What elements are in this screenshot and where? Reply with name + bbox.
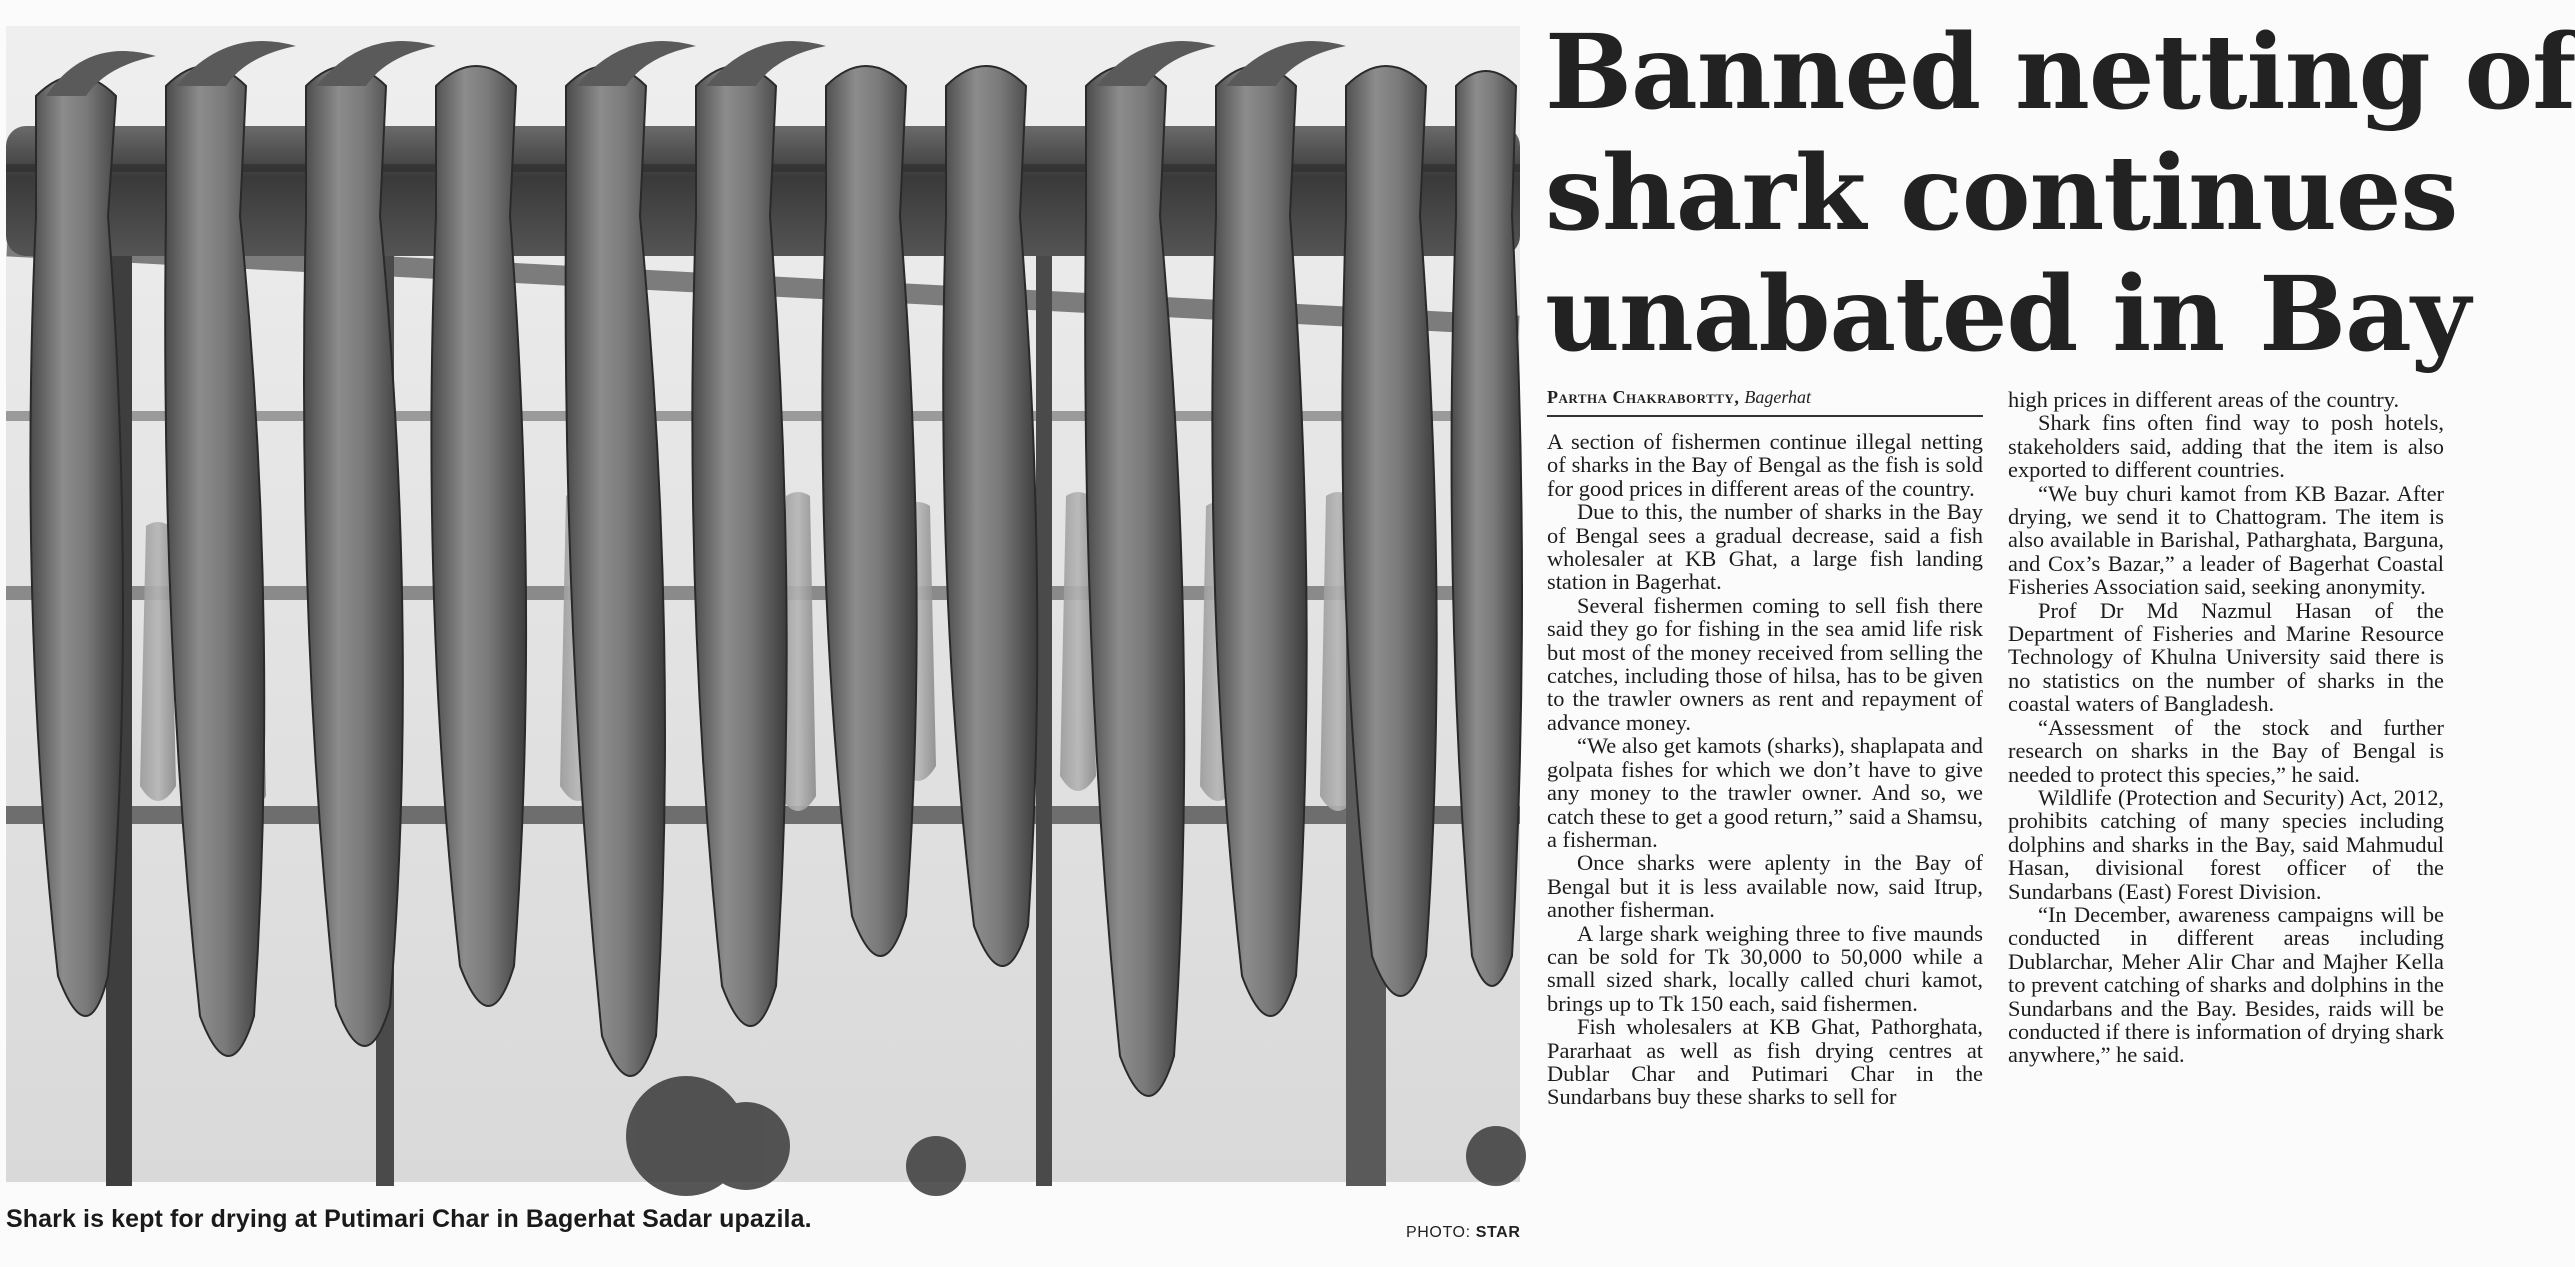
paragraph: high prices in different areas of the country. [2008,387,2400,412]
article-column-2 [2008,388,2444,1067]
photo-credit [1406,1224,1520,1242]
headline [1545,12,2575,375]
photo-caption: Shark is kept for drying at Putimari Char in Bagerhat Sadar upazila. [6,1205,812,1233]
paragraph: Once sharks were aplenty in the Bay of Bengal but it is less available now, said Itrup, another fisherman. [1547,850,1983,923]
photo-credit-source: STAR [1475,1224,1521,1241]
headline-line: Banned netting of [1545,12,2575,133]
photo-illustration [6,26,1520,1182]
paragraph: Several fishermen coming to sell fish there said they go for fishing in the sea amid life risk but most of the money received from selling the catches, including those of hilsa, has to be given to the trawler owners as rent and repayment of advance money. [1547,592,1983,735]
paragraph: “Assessment of the stock and further research on sharks in the Bay of Bengal is needed to protect this species,” he said. [2008,714,2444,787]
article-column-1 [1547,430,1983,1109]
paragraph: Prof Dr Md Nazmul Hasan of the Department of Fisheries and Marine Resource Technology of Khulna University said there is no statistics on the number of sharks in the coastal waters of Bangladesh. [2008,597,2444,717]
paragraph: A section of fishermen continue illegal netting of sharks in the Bay of Bengal as the fish is sold for good prices in different areas of the country. [1547,429,1983,501]
paragraph: “In December, awareness campaigns will be conducted in different areas including Dublarchar, Meher Alir Char and Majher Kella to prevent catching of sharks and dolphins in the Sundarbans and the Bay. Besides, raids will be conducted if there is information of drying shark anywhere,” he said. [2008,901,2444,1068]
byline [1547,387,1983,417]
paragraph: Due to this, the number of sharks in the Bay of Bengal sees a gradual decrease, said a fish wholesaler at KB Ghat, a large fish landing station in Bagerhat. [1547,499,1983,595]
paragraph: “We also get kamots (sharks), shaplapata and golpata fishes for which we don’t have to give any money to the trawler owner. And so, we catch these to get a good return,” said a Shamsu, a fisherman. [1547,733,1983,852]
paragraph: Shark fins often find way to posh hotels, stakeholders said, adding that the item is also exported to different countries. [2008,410,2444,483]
headline-line: unabated in Bay [1545,254,2470,375]
headline-line: shark continues [1545,133,2458,254]
paragraph: Wildlife (Protection and Security) Act, 2012, prohibits catching of many species including dolphins and sharks in the Bay, said Mahmudul Hasan, divisional forest officer of the Sundarbans (East) Forest Division. [2008,784,2444,904]
photo-credit-label: PHOTO: [1406,1224,1471,1241]
paragraph: A large shark weighing three to five maunds can be sold for Tk 30,000 to 50,000 while a small sized shark, locally called churi kamot, brings up to Tk 150 each, said fishermen. [1547,920,1983,1016]
paragraph: “We buy churi kamot from KB Bazar. After drying, we send it to Chattogram. The item is also available in Barishal, Patharghata, Barguna, and Cox’s Bazar,” a leader of Bagerhat Coastal Fisheries Association said, seeking anonymity. [2008,480,2444,600]
byline-author: Partha Chakrabortty, [1547,387,1740,407]
shark-drying-photo [6,26,1520,1182]
byline-place: Bagerhat [1744,387,1811,407]
paragraph: Fish wholesalers at KB Ghat, Pathorghata, Pararhaat as well as fish drying centres at Dublar Char and Putimari Char in the Sundarbans buy these sharks to sell for [1547,1014,1983,1110]
